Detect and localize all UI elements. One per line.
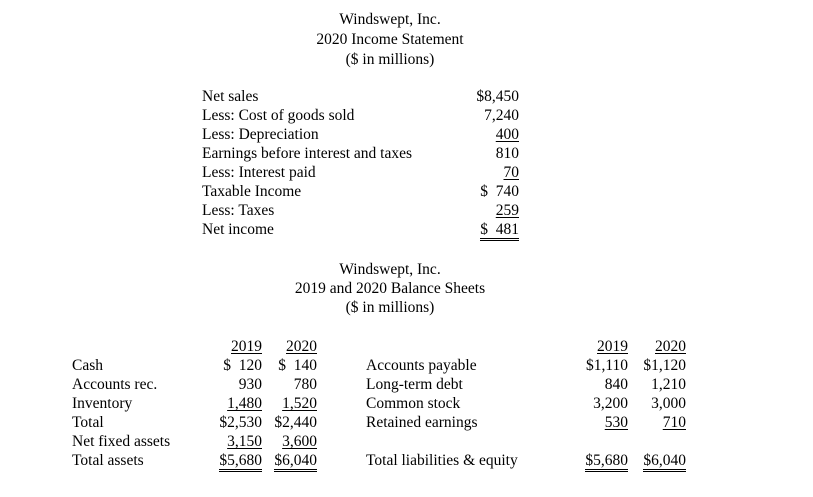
liab-label-accounts-payable: Accounts payable [366,357,477,374]
liab-2019-accounts-payable: $1,110 [585,357,628,374]
assets-year-2020-header: 2020 [286,338,317,355]
liab-2020-retained-earnings: 710 [662,414,686,431]
asset-2019-total: $2,530 [219,414,262,431]
liab-2019-common-stock: 3,200 [593,395,628,412]
liab-2020-long-term-debt: 1,210 [651,376,686,393]
asset-2020-net-fixed: 3,600 [282,433,317,450]
liab-2019-long-term-debt: 840 [604,376,628,393]
liab-label-total: Total liabilities & equity [366,452,518,469]
is-value-net-sales: $8,450 [476,88,519,105]
is-label-depreciation: Less: Depreciation [202,126,319,143]
liab-label-long-term-debt: Long-term debt [366,376,463,393]
is-label-net-sales: Net sales [202,88,259,105]
is-label-net-income: Net income [202,221,274,238]
is-label-taxes: Less: Taxes [202,202,275,219]
liab-2019-retained-earnings: 530 [604,414,628,431]
asset-2020-total-assets: $6,040 [264,451,317,470]
is-value-net-income: $ 481 [440,220,519,239]
is-label-interest: Less: Interest paid [202,164,316,181]
asset-2019-accounts-rec: 930 [238,376,262,393]
asset-2020-total: $2,440 [274,414,317,431]
income-statement-title: 2020 Income Statement [316,31,464,48]
asset-label-inventory: Inventory [72,395,133,412]
is-value-depreciation: 400 [495,126,519,143]
asset-2019-cash: $ 120 [223,357,262,374]
income-statement-units: ($ in millions) [345,51,435,68]
asset-2020-cash: $ 140 [278,357,317,374]
asset-label-total: Total [72,414,104,431]
is-value-ebit: 810 [495,145,519,162]
asset-label-cash: Cash [72,357,103,374]
liab-2019-total: $5,680 [570,451,628,470]
balance-sheet-units: ($ in millions) [345,299,435,316]
liab-label-common-stock: Common stock [366,395,461,412]
asset-2020-accounts-rec: 780 [293,376,317,393]
asset-2019-net-fixed: 3,150 [227,433,262,450]
assets-year-2019-header: 2019 [231,338,262,355]
is-value-taxable-income: $ 740 [480,183,519,200]
is-label-cogs: Less: Cost of goods sold [202,107,355,124]
asset-label-total-assets: Total assets [72,452,144,469]
is-value-cogs: 7,240 [484,107,519,124]
is-value-taxes: 259 [495,202,519,219]
is-label-ebit: Earnings before interest and taxes [202,145,413,162]
is-label-taxable-income: Taxable Income [202,183,302,200]
balance-sheet-title: 2019 and 2020 Balance Sheets [294,280,486,297]
liab-2020-total: $6,040 [630,451,686,470]
balance-sheet-company: Windswept, Inc. [339,261,441,278]
liab-2020-common-stock: 3,000 [651,395,686,412]
liab-2020-accounts-payable: $1,120 [643,357,686,374]
liab-year-2020-header: 2020 [655,338,686,355]
liab-label-retained-earnings: Retained earnings [366,414,478,431]
asset-2019-inventory: 1,480 [227,395,262,412]
income-statement-company: Windswept, Inc. [339,11,441,28]
asset-label-accounts-rec: Accounts rec. [72,376,158,393]
asset-2020-inventory: 1,520 [282,395,317,412]
asset-label-net-fixed-assets: Net fixed assets [72,433,171,450]
asset-2019-total-assets: $5,680 [200,451,262,470]
is-value-interest: 70 [503,164,519,181]
liab-year-2019-header: 2019 [597,338,628,355]
